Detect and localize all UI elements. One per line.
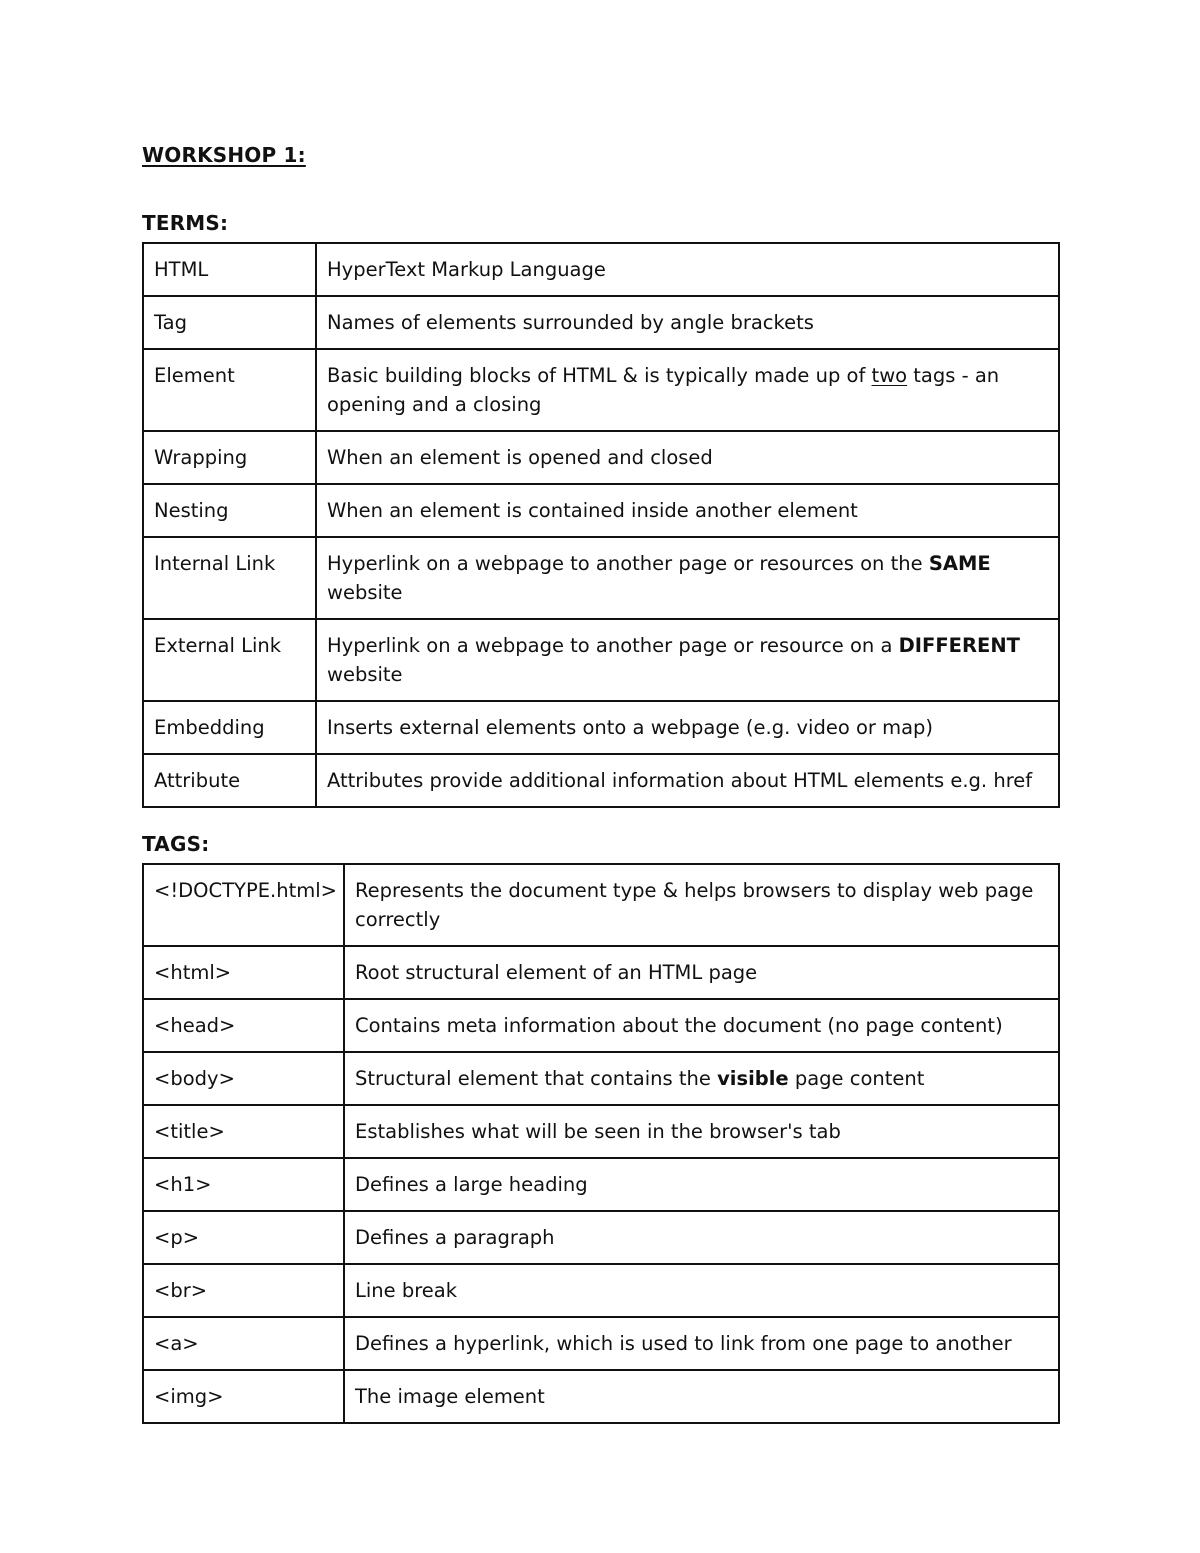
definition-text: Hyperlink on a webpage to another page or resources on the (327, 552, 929, 575)
page-title: WORKSHOP 1: (142, 143, 306, 167)
definition-text: tags - an opening and a closing (327, 364, 1000, 416)
tag-cell: <body> (143, 1052, 344, 1105)
definition-text: Root structural element of an HTML page (355, 961, 758, 984)
tag-cell: <p> (143, 1211, 344, 1264)
table-row (143, 1105, 1059, 1158)
table-row (143, 1370, 1059, 1423)
definition-text: Inserts external elements onto a webpage (e.g. video or map) (327, 716, 934, 739)
table-row (143, 1211, 1059, 1264)
terms-heading: TERMS: (142, 211, 229, 235)
table-row (143, 537, 1059, 619)
tag-cell: <img> (143, 1370, 344, 1423)
term-cell: Attribute (143, 754, 316, 807)
term-cell: Wrapping (143, 431, 316, 484)
definition-text: Represents the document type & helps browsers to display web page correctly (355, 879, 1034, 931)
table-row (143, 1158, 1059, 1211)
definition-text: website (327, 663, 403, 686)
definition-cell (344, 1370, 1059, 1423)
definition-text: Attributes provide additional information about HTML elements e.g. href (327, 769, 1033, 792)
definition-cell (316, 619, 1059, 701)
definition-text: Line break (355, 1279, 458, 1302)
tag-cell: <h1> (143, 1158, 344, 1211)
term-cell: External Link (143, 619, 316, 701)
definition-cell (344, 1052, 1059, 1105)
term-cell: Nesting (143, 484, 316, 537)
term-cell: Tag (143, 296, 316, 349)
table-row (143, 864, 1059, 946)
tag-cell: <html> (143, 946, 344, 999)
definition-cell (344, 1317, 1059, 1370)
definition-text: Hyperlink on a webpage to another page or resource on a (327, 634, 899, 657)
tag-cell: <br> (143, 1264, 344, 1317)
definition-cell (344, 1211, 1059, 1264)
table-row (143, 1317, 1059, 1370)
table-row (143, 243, 1059, 296)
definition-text: Defines a large heading (355, 1173, 588, 1196)
definition-text: Contains meta information about the document (no page content) (355, 1014, 1003, 1037)
definition-text: Establishes what will be seen in the browser's tab (355, 1120, 841, 1143)
tag-cell: <title> (143, 1105, 344, 1158)
definition-text: Defines a paragraph (355, 1226, 555, 1249)
definition-text: HyperText Markup Language (327, 258, 606, 281)
definition-cell (344, 1264, 1059, 1317)
term-cell: Embedding (143, 701, 316, 754)
term-cell: Internal Link (143, 537, 316, 619)
definition-cell (316, 701, 1059, 754)
definition-cell (344, 1105, 1059, 1158)
table-row (143, 619, 1059, 701)
definition-text: Basic building blocks of HTML & is typically made up of (327, 364, 872, 387)
definition-text: When an element is contained inside another element (327, 499, 858, 522)
definition-cell (316, 431, 1059, 484)
table-row (143, 701, 1059, 754)
definition-text: Defines a hyperlink, which is used to link from one page to another (355, 1332, 1012, 1355)
tags-heading: TAGS: (142, 832, 210, 856)
table-row (143, 946, 1059, 999)
definition-text: Structural element that contains the (355, 1067, 718, 1090)
definition-text: Names of elements surrounded by angle brackets (327, 311, 814, 334)
definition-cell (316, 349, 1059, 431)
bold-word: SAME (928, 552, 991, 575)
definition-cell (316, 537, 1059, 619)
tag-cell: <head> (143, 999, 344, 1052)
term-cell: Element (143, 349, 316, 431)
definition-cell (344, 946, 1059, 999)
definition-cell (316, 296, 1059, 349)
tag-cell: <a> (143, 1317, 344, 1370)
table-row (143, 999, 1059, 1052)
bold-word: visible (717, 1067, 789, 1090)
table-row (143, 349, 1059, 431)
table-row (143, 484, 1059, 537)
definition-text: When an element is opened and closed (327, 446, 713, 469)
table-row (143, 754, 1059, 807)
definition-cell (316, 243, 1059, 296)
definition-cell (316, 484, 1059, 537)
underlined-word: two (871, 364, 908, 387)
definition-text: The image element (355, 1385, 545, 1408)
definition-text: page content (788, 1067, 925, 1090)
tag-cell: <!DOCTYPE.html> (143, 864, 344, 946)
table-row (143, 1264, 1059, 1317)
definition-cell (316, 754, 1059, 807)
definition-cell (344, 864, 1059, 946)
table-row (143, 1052, 1059, 1105)
table-row (143, 296, 1059, 349)
bold-word: DIFFERENT (898, 634, 1020, 657)
definition-cell (344, 1158, 1059, 1211)
tags-table (142, 863, 1060, 1424)
term-cell: HTML (143, 243, 316, 296)
definition-text: website (327, 581, 403, 604)
definition-cell (344, 999, 1059, 1052)
terms-table (142, 242, 1060, 808)
table-row (143, 431, 1059, 484)
